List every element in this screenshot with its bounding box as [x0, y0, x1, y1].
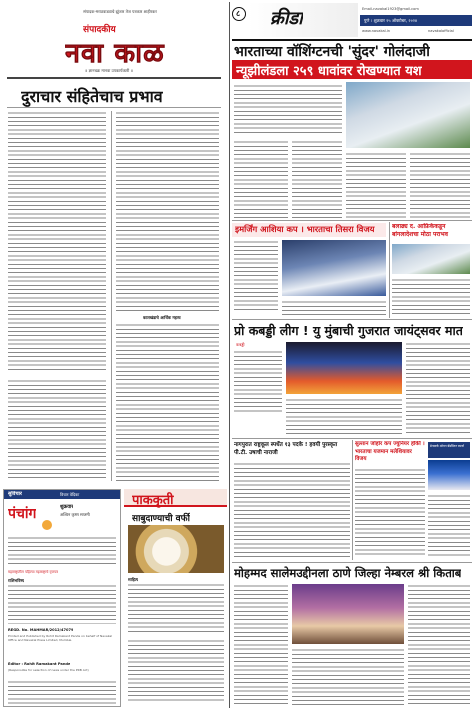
sports-header-rule [232, 39, 472, 41]
hockey-headline: इमर्जिंग आशिया कप । भारताचा तिसरा विजय [235, 224, 375, 234]
sports-lead-col-1 [234, 140, 288, 218]
hockey-headline-band [232, 223, 386, 237]
sports-lead-col-2 [292, 140, 342, 218]
hockey-photo [282, 240, 386, 296]
bottom-text-2 [292, 648, 404, 706]
editorial-headline: दुराचार संहितेचाच प्रभाव [21, 87, 163, 106]
sports-label-band [248, 3, 358, 37]
editorial-masthead: नवा काळ [65, 38, 165, 69]
badminton-text-1 [355, 468, 425, 558]
panchang-date: शुक्रवार [60, 504, 74, 510]
kabaddi-photo [286, 342, 402, 394]
silver-badge-text: डेनमार्क ओपन बॅडमिंटन स्पर्धा [430, 444, 465, 448]
editorial-column-divider [111, 111, 112, 481]
kabaddi-headline: प्रो कबड्डी लीग ! यु मुंबाची गुजरात जायंट्सवर मात [234, 323, 463, 338]
bottom-headline: मोहम्मद सालेमउद्दीनला ठाणे जिल्हा नेम्बरल श्री किताब [234, 566, 462, 580]
sports-web: www.navakal.in [362, 29, 391, 33]
panchang-box [3, 489, 121, 707]
hockey-text-2 [282, 300, 386, 316]
women-photo [392, 244, 470, 274]
headline-rule [7, 107, 221, 108]
sports-lead-col-3 [346, 152, 406, 218]
panchang-header-band [4, 490, 120, 499]
editorial-column-1b [8, 379, 106, 481]
sports-lead-photo [346, 82, 470, 148]
recipe-box [124, 489, 227, 707]
recipe-method [128, 639, 224, 703]
swimming-text [234, 462, 350, 558]
badminton-photo [428, 460, 470, 490]
editorial-column-2 [116, 111, 219, 311]
hockey-divider [389, 222, 390, 318]
panchang-news-label: सुविचार [8, 491, 22, 497]
editorial-column-2b [116, 323, 219, 481]
kabaddi-caption: कबड्डी [236, 342, 245, 347]
panchang-footer-note: महाराष्ट्रातील पहिल्या महाराष्ट्राचे वृत्तपत्र [8, 570, 59, 574]
editorial-subhead: कालखंडाचे आर्थिक महत्त्व [143, 315, 181, 320]
recipe-section-label: पाककृती [132, 493, 174, 508]
editorial-page [3, 3, 225, 485]
imprint-editor: Editor : Rohit Ramakant Pande [8, 662, 71, 666]
hockey-rule [232, 319, 472, 320]
sports-page-number: ८ [236, 9, 241, 18]
sports-social: navakalofficial [428, 29, 454, 33]
panchang-details [8, 536, 116, 566]
silver-badge [428, 442, 470, 458]
sports-lead-col-4 [410, 152, 470, 218]
lead-rule [232, 220, 472, 221]
sports-page-badge [232, 7, 246, 21]
swimming-headline: नागपुरात राष्ट्रकूल स्पर्धेत १३ पदके ! हवयी पुरस्कृत पी.टी. उषाची नाराजी [234, 442, 338, 456]
panchang-sun-icon [42, 520, 52, 530]
imprint-filler [8, 680, 116, 704]
page-divider [229, 2, 230, 708]
bottom-text-1 [234, 584, 288, 706]
panchang-rashi: राशिभविष्य [8, 578, 25, 583]
badminton-headline: सुल्तान जोहोर कप ज्युनियर हॉकी । भारताचा यजमान मलेशियावर विजय [355, 441, 425, 462]
women-headline: बलाढ्य द. आफ्रिकेकडून बांगलादेशचा मोठा पराभव [392, 223, 448, 238]
recipe-photo [128, 525, 224, 573]
sports-lead-headline: भारताच्या वॉशिंग्टनची 'सुंदर' गोलंदाजी [234, 44, 430, 60]
sports-section-label: क्रीडा [270, 8, 303, 29]
kabaddi-text-3 [406, 342, 470, 436]
women-text [392, 278, 470, 316]
editorial-column-1 [8, 111, 106, 373]
kabaddi-text-2 [286, 398, 402, 436]
editorial-tagline: संपादक-मराठवाड्याचे झुंजार तेज पत्रकार शाहीरकर [83, 9, 157, 14]
sports-date-line: पुणे । शुक्रवार २५ ऑक्टोबर, २०२४ [364, 18, 418, 23]
sports-lead-intro [234, 84, 342, 136]
kabaddi-text-1 [234, 350, 282, 412]
recipe-ingredients [128, 583, 224, 635]
panchang-rashi-text [8, 584, 116, 624]
bottom-photo [292, 584, 404, 644]
panchang-title: पंचांग [8, 506, 37, 522]
badminton-text-2 [428, 494, 470, 558]
imprint-reg: REGD. No. MAHMAR/2012/47079 [8, 628, 74, 632]
editorial-section-label: संपादकीय [83, 25, 116, 35]
recipe-ingredients-label: साहित्य [128, 577, 139, 582]
swim-divider [352, 440, 353, 560]
sports-header [232, 3, 472, 39]
sports-date-band [360, 15, 472, 26]
hockey-text-1 [234, 240, 278, 312]
swim-rule [232, 562, 472, 563]
sports-email: Email-navakal1923@gmail.com [362, 7, 419, 11]
bottom-text-3 [408, 584, 470, 706]
masthead-rule [7, 77, 221, 79]
kabaddi-rule [232, 438, 472, 439]
recipe-headline: साबुदाण्याची वर्फी [132, 514, 190, 524]
sports-lead-sub-band [232, 60, 472, 79]
panchang-quote-title: विचार वेदिका [60, 492, 80, 497]
imprint-disclaimer: (Responsible for selection of news under the PRB Act) [8, 668, 89, 672]
panchang-day-line: अश्विन कृष्ण सप्तमी [60, 512, 90, 517]
editorial-masthead-sub: ॥ ज्ञानचक्र मानवा उपकार्यकारी ॥ [85, 68, 133, 73]
imprint-address: Printed and Published by Rohit Ramakant Pande on behalf of Navakal Office and Navakal Press Limited, Mumbai. [8, 634, 113, 643]
sports-lead-subheadline: न्यूझीलंडला २५९ धावांवर रोखण्यात यश [236, 64, 422, 79]
recipe-banner [124, 489, 227, 507]
